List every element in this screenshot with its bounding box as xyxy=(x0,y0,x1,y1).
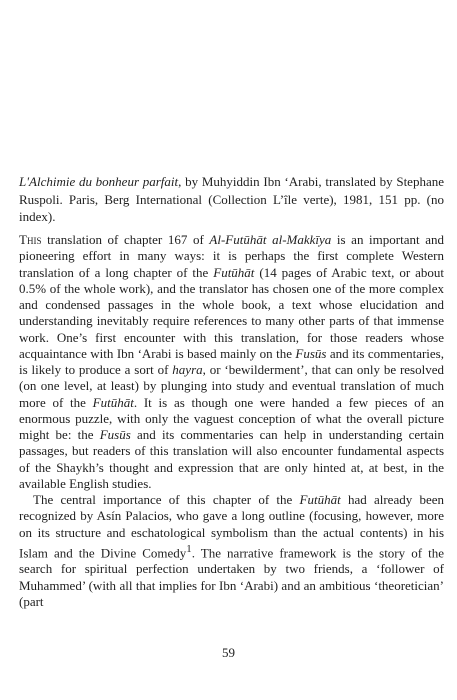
text-run: . The narrative framework is the story of the search for spiritual perfection undertaken by two friends, a ‘follower of Muhammed’ (with all that implies for Ibn ‘Arabi) and an ambitious ‘theoretician’ (part xyxy=(19,545,444,609)
work-title-futuhat: Futūhāt xyxy=(213,264,255,280)
term-hayra: hayra xyxy=(172,362,203,377)
text-run: (14 pages of Arabic text, or about 0.5% of the whole work), and the translator has chosen one of the more complex and condensed passages in the whole book, a text whose elucidation and understanding inevitably require references to many other parts of that immense work. One’s first encounter with this translation, for those readers whose acquaintance with Ibn ‘Arabi is based mainly on the xyxy=(19,264,444,361)
review-paragraph-2 xyxy=(19,492,444,610)
text-run: . It is as though one were handed a few pieces of an enormous puzzle, with only the vaguest conception of what the overall picture might be: the xyxy=(19,394,445,442)
text-run: translation of chapter 167 of xyxy=(41,232,210,247)
review-body xyxy=(19,232,444,610)
work-title-fusus: Fusūs xyxy=(99,427,131,442)
text-run: and its commentaries, is likely to produce a sort of xyxy=(19,345,444,377)
text-run: , or ‘bewilderment’, that can only be resolved (on one level, at least) by plunging into study and eventual translation of much more of the xyxy=(19,362,444,410)
work-title-futuhat: Futūhāt xyxy=(299,492,341,507)
review-paragraph-1 xyxy=(19,232,444,492)
work-title-fusus: Fusūs xyxy=(295,345,327,361)
footnote-marker: 1 xyxy=(186,542,192,555)
page-number: 59 xyxy=(222,645,235,660)
text-run: The central importance of this chapter of the xyxy=(33,492,300,507)
book-title: L'Alchimie du bonheur parfait xyxy=(19,174,179,189)
opening-word: This xyxy=(19,232,42,247)
text-run: is an important and pioneering effort in many ways: it is perhaps the first complete Western translation of a long chapter of the xyxy=(19,232,444,280)
citation-details: , by Muhyiddin Ibn ‘Arabi, translated by Stephane Ruspoli. Paris, Berg International (Collection L’île verte), 1981, 151 pp. (no index). xyxy=(19,174,444,224)
work-title: Al-Futūhāt al-Makkīya xyxy=(209,232,332,247)
book-citation xyxy=(19,173,444,226)
text-run: and its commentaries can help in understanding certain passages, but readers of this translation will also encounter fundamental aspects of the Shaykh’s thought and expression that are only hinted at, at best, in the available English studies. xyxy=(19,427,444,491)
work-title-futuhat: Futūhāt xyxy=(92,394,134,410)
text-run: had already been recognized by Asín Palacios, who gave a long outline (focusing, however, more on its structure and eschatological symbolism than the actual contents) in his Islam and the Divine Comedy xyxy=(19,492,444,561)
